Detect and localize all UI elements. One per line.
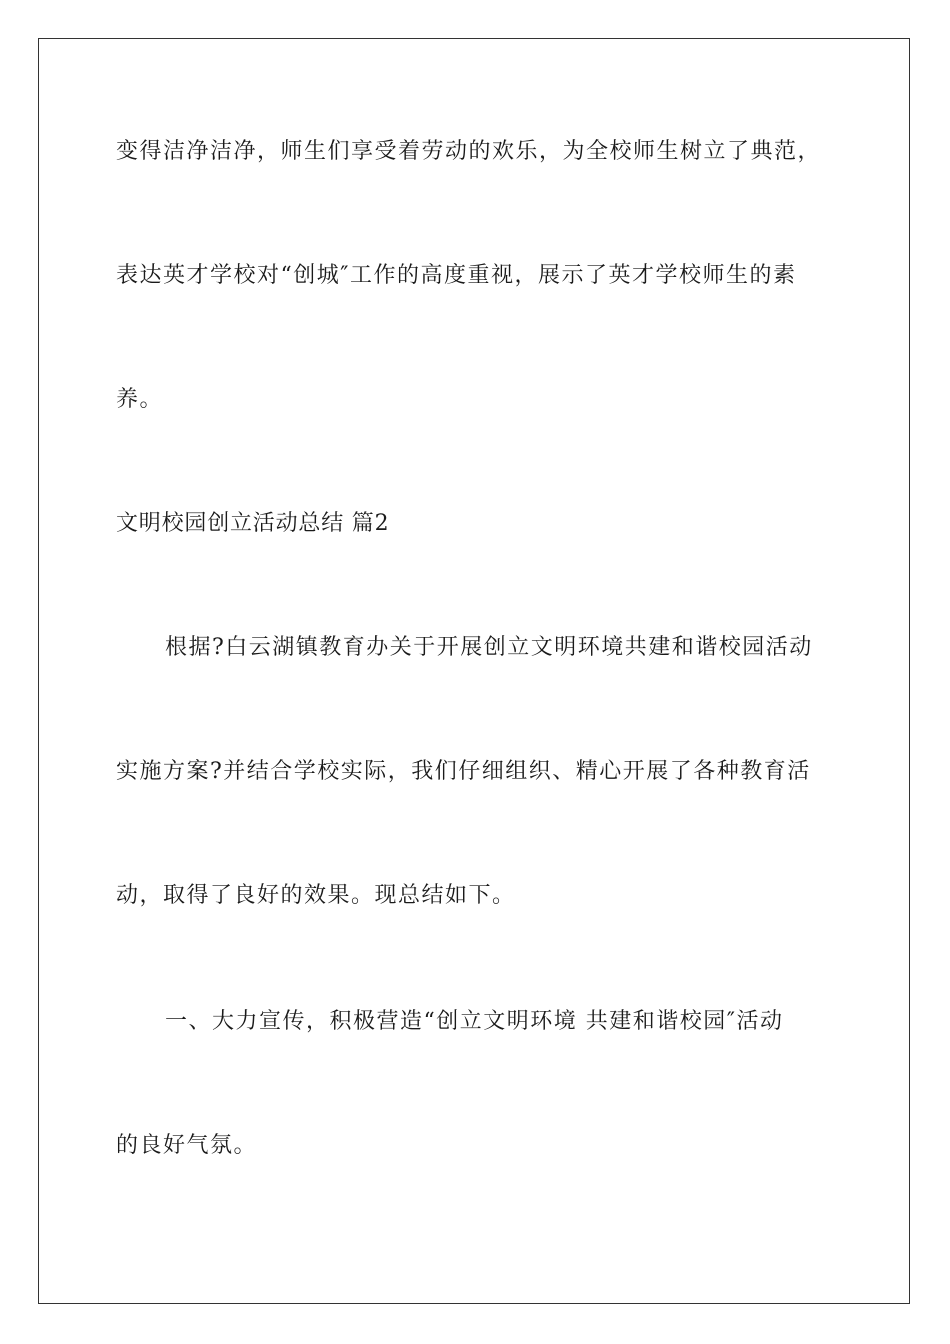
page-border	[38, 38, 910, 1304]
paragraph-line: 变得洁净洁净，师生们享受着劳动的欢乐，为全校师生树立了典范，	[116, 139, 822, 164]
paragraph-line: 动，取得了良好的效果。现总结如下。	[116, 883, 516, 908]
paragraph-line: 一、大力宣传，积极营造“创立文明环境 共建和谐校园″活动	[165, 1009, 784, 1034]
paragraph-line: 实施方案?并结合学校实际，我们仔细组织、精心开展了各种教育活	[116, 759, 811, 784]
section-heading: 文明校园创立活动总结 篇2	[116, 511, 390, 536]
paragraph-line: 表达英才学校对“创城″工作的高度重视，展示了英才学校师生的素	[116, 263, 797, 288]
paragraph-line: 养。	[116, 387, 164, 412]
paragraph-line: 的良好气氛。	[116, 1133, 258, 1158]
paragraph-line: 根据?白云湖镇教育办关于开展创立文明环境共建和谐校园活动	[165, 635, 813, 660]
